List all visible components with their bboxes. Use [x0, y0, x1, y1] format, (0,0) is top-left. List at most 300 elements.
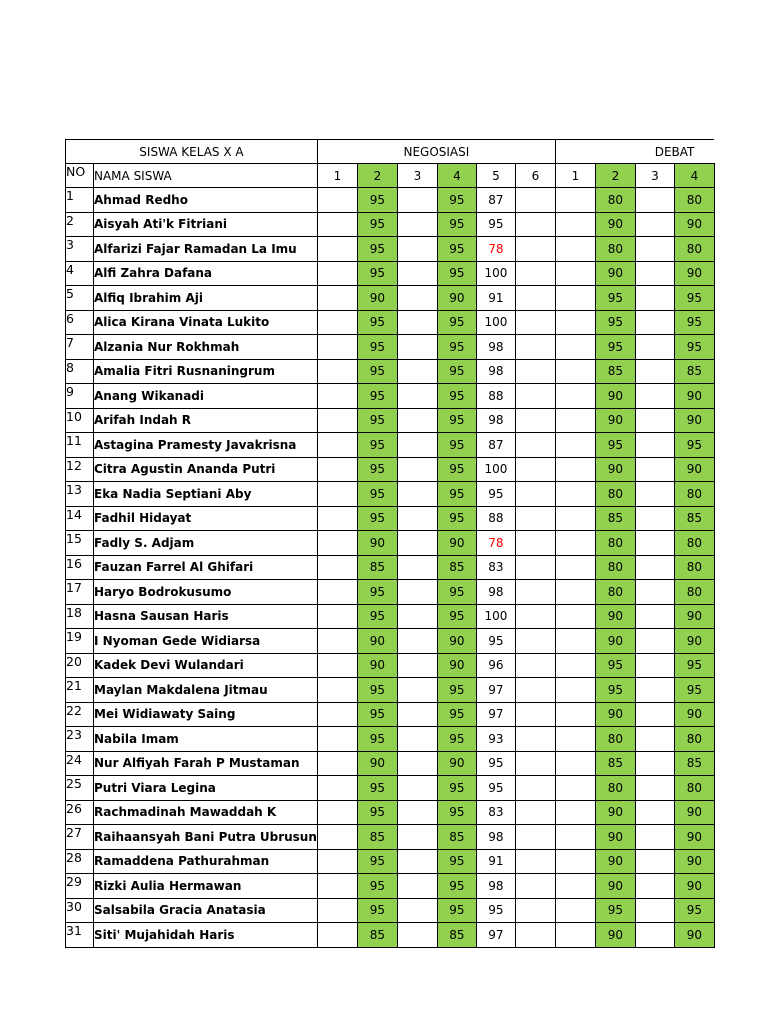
negosiasi-score-2: 90: [357, 653, 397, 678]
debat-score-4: 90: [674, 825, 714, 850]
table-row: [66, 580, 715, 605]
debat-score-1: [555, 188, 595, 213]
row-number: 4: [66, 261, 94, 286]
table-row: [66, 702, 715, 727]
debat-score-3: [635, 580, 674, 605]
negosiasi-score-1: [317, 800, 357, 825]
debat-score-4: 90: [674, 800, 714, 825]
group-header-row: [66, 140, 715, 164]
negosiasi-score-4: 95: [437, 506, 476, 531]
negosiasi-score-1: [317, 237, 357, 262]
table-row: [66, 310, 715, 335]
negosiasi-score-2: 95: [357, 212, 397, 237]
row-number: 7: [66, 335, 94, 360]
table-row: [66, 874, 715, 899]
negosiasi-score-6: [515, 702, 555, 727]
col-debat-4-header: 4: [674, 164, 714, 188]
negosiasi-score-2: 95: [357, 702, 397, 727]
negosiasi-score-6: [515, 335, 555, 360]
table-row: [66, 653, 715, 678]
table-row: [66, 604, 715, 629]
debat-score-3: [635, 237, 674, 262]
student-name: Raihaansyah Bani Putra Ubrusun: [94, 825, 318, 850]
negosiasi-score-3: [397, 433, 437, 458]
negosiasi-score-1: [317, 433, 357, 458]
debat-score-1: [555, 408, 595, 433]
negosiasi-score-1: [317, 188, 357, 213]
negosiasi-score-5: 78: [476, 531, 515, 556]
debat-score-1: [555, 727, 595, 752]
row-number: 22: [66, 702, 94, 727]
row-number: 25: [66, 776, 94, 801]
negosiasi-score-2: 95: [357, 188, 397, 213]
table-row: [66, 923, 715, 948]
debat-score-4: 90: [674, 849, 714, 874]
negosiasi-score-6: [515, 310, 555, 335]
group-students-header: SISWA KELAS X A: [66, 140, 318, 164]
negosiasi-score-3: [397, 580, 437, 605]
negosiasi-score-4: 90: [437, 629, 476, 654]
negosiasi-score-2: 90: [357, 629, 397, 654]
table-row: [66, 433, 715, 458]
negosiasi-score-1: [317, 751, 357, 776]
row-number: 8: [66, 359, 94, 384]
student-name: Alfiq Ibrahim Aji: [94, 286, 318, 311]
negosiasi-score-3: [397, 384, 437, 409]
negosiasi-score-6: [515, 212, 555, 237]
negosiasi-score-3: [397, 898, 437, 923]
negosiasi-score-6: [515, 653, 555, 678]
negosiasi-score-5: 98: [476, 408, 515, 433]
negosiasi-score-4: 85: [437, 825, 476, 850]
debat-score-1: [555, 359, 595, 384]
negosiasi-score-4: 90: [437, 286, 476, 311]
negosiasi-score-1: [317, 727, 357, 752]
student-name: Rachmadinah Mawaddah K: [94, 800, 318, 825]
table-row: [66, 286, 715, 311]
negosiasi-score-4: 95: [437, 580, 476, 605]
row-number: 24: [66, 751, 94, 776]
negosiasi-score-4: 95: [437, 800, 476, 825]
debat-score-1: [555, 212, 595, 237]
negosiasi-score-3: [397, 531, 437, 556]
negosiasi-score-5: 97: [476, 923, 515, 948]
row-number: 16: [66, 555, 94, 580]
negosiasi-score-3: [397, 188, 437, 213]
col-negosiasi-2-header: 2: [357, 164, 397, 188]
negosiasi-score-3: [397, 335, 437, 360]
student-name: Ramaddena Pathurahman: [94, 849, 318, 874]
col-debat-3-header: 3: [635, 164, 674, 188]
col-negosiasi-3-header: 3: [397, 164, 437, 188]
negosiasi-score-5: 100: [476, 261, 515, 286]
debat-score-3: [635, 359, 674, 384]
debat-score-1: [555, 506, 595, 531]
debat-score-2: 90: [595, 923, 635, 948]
table-row: [66, 531, 715, 556]
negosiasi-score-4: 95: [437, 898, 476, 923]
debat-score-2: 90: [595, 261, 635, 286]
negosiasi-score-3: [397, 727, 437, 752]
negosiasi-score-2: 95: [357, 359, 397, 384]
debat-score-3: [635, 923, 674, 948]
negosiasi-score-6: [515, 800, 555, 825]
debat-score-4: 85: [674, 359, 714, 384]
negosiasi-score-5: 95: [476, 776, 515, 801]
negosiasi-score-6: [515, 678, 555, 703]
negosiasi-score-1: [317, 555, 357, 580]
row-number: 28: [66, 849, 94, 874]
debat-score-4: 95: [674, 678, 714, 703]
student-name: Rizki Aulia Hermawan: [94, 874, 318, 899]
debat-score-4: 90: [674, 457, 714, 482]
negosiasi-score-3: [397, 653, 437, 678]
debat-score-4: 95: [674, 286, 714, 311]
debat-score-3: [635, 482, 674, 507]
row-number: 31: [66, 923, 94, 948]
debat-score-1: [555, 531, 595, 556]
debat-score-4: 80: [674, 727, 714, 752]
negosiasi-score-4: 95: [437, 702, 476, 727]
negosiasi-score-4: 95: [437, 335, 476, 360]
debat-score-1: [555, 237, 595, 262]
negosiasi-score-5: 100: [476, 457, 515, 482]
debat-score-3: [635, 727, 674, 752]
debat-score-2: 95: [595, 286, 635, 311]
table-row: [66, 482, 715, 507]
debat-score-4: 80: [674, 531, 714, 556]
debat-score-1: [555, 580, 595, 605]
debat-score-2: 90: [595, 457, 635, 482]
negosiasi-score-2: 95: [357, 310, 397, 335]
row-number: 12: [66, 457, 94, 482]
debat-score-4: 95: [674, 310, 714, 335]
negosiasi-score-1: [317, 776, 357, 801]
negosiasi-score-1: [317, 531, 357, 556]
debat-score-2: 85: [595, 751, 635, 776]
debat-score-1: [555, 457, 595, 482]
col-debat-1-header: 1: [555, 164, 595, 188]
table-row: [66, 629, 715, 654]
debat-score-2: 95: [595, 310, 635, 335]
negosiasi-score-3: [397, 237, 437, 262]
negosiasi-score-6: [515, 433, 555, 458]
negosiasi-score-1: [317, 457, 357, 482]
negosiasi-score-6: [515, 825, 555, 850]
negosiasi-score-2: 95: [357, 580, 397, 605]
debat-score-2: 90: [595, 702, 635, 727]
row-number: 5: [66, 286, 94, 311]
negosiasi-score-2: 85: [357, 825, 397, 850]
negosiasi-score-5: 98: [476, 825, 515, 850]
row-number: 3: [66, 237, 94, 262]
debat-score-2: 80: [595, 237, 635, 262]
debat-score-3: [635, 188, 674, 213]
negosiasi-score-6: [515, 286, 555, 311]
negosiasi-score-4: 95: [437, 457, 476, 482]
negosiasi-score-3: [397, 408, 437, 433]
col-debat-2-header: 2: [595, 164, 635, 188]
negosiasi-score-5: 95: [476, 751, 515, 776]
negosiasi-score-5: 95: [476, 898, 515, 923]
student-name: Nabila Imam: [94, 727, 318, 752]
table-row: [66, 237, 715, 262]
debat-score-4: 90: [674, 604, 714, 629]
student-name: Aisyah Ati'k Fitriani: [94, 212, 318, 237]
debat-score-2: 90: [595, 874, 635, 899]
debat-score-1: [555, 825, 595, 850]
negosiasi-score-4: 95: [437, 727, 476, 752]
table-row: [66, 776, 715, 801]
negosiasi-score-3: [397, 849, 437, 874]
negosiasi-score-6: [515, 506, 555, 531]
negosiasi-score-6: [515, 408, 555, 433]
negosiasi-score-1: [317, 506, 357, 531]
table-row: [66, 825, 715, 850]
negosiasi-score-5: 78: [476, 237, 515, 262]
negosiasi-score-1: [317, 702, 357, 727]
negosiasi-score-2: 95: [357, 604, 397, 629]
debat-score-1: [555, 874, 595, 899]
debat-score-1: [555, 678, 595, 703]
student-name: I Nyoman Gede Widiarsa: [94, 629, 318, 654]
debat-score-4: 80: [674, 237, 714, 262]
student-name: Siti' Mujahidah Haris: [94, 923, 318, 948]
debat-score-4: 90: [674, 923, 714, 948]
debat-score-2: 90: [595, 408, 635, 433]
negosiasi-score-3: [397, 212, 437, 237]
row-number: 21: [66, 678, 94, 703]
negosiasi-score-4: 95: [437, 874, 476, 899]
negosiasi-score-4: 90: [437, 751, 476, 776]
debat-score-2: 90: [595, 604, 635, 629]
debat-score-2: 95: [595, 678, 635, 703]
student-name: Alica Kirana Vinata Lukito: [94, 310, 318, 335]
debat-score-2: 90: [595, 800, 635, 825]
negosiasi-score-6: [515, 261, 555, 286]
negosiasi-score-2: 85: [357, 923, 397, 948]
student-name: Amalia Fitri Rusnaningrum: [94, 359, 318, 384]
negosiasi-score-5: 97: [476, 678, 515, 703]
table-row: [66, 212, 715, 237]
negosiasi-score-6: [515, 751, 555, 776]
debat-score-3: [635, 310, 674, 335]
debat-score-3: [635, 604, 674, 629]
student-name: Alfarizi Fajar Ramadan La Imu: [94, 237, 318, 262]
table-row: [66, 751, 715, 776]
row-number: 1: [66, 188, 94, 213]
student-name: Mei Widiawaty Saing: [94, 702, 318, 727]
negosiasi-score-4: 95: [437, 849, 476, 874]
table-row: [66, 457, 715, 482]
negosiasi-score-2: 95: [357, 335, 397, 360]
debat-score-1: [555, 335, 595, 360]
negosiasi-score-3: [397, 874, 437, 899]
debat-score-2: 95: [595, 653, 635, 678]
debat-score-2: 90: [595, 384, 635, 409]
debat-score-3: [635, 751, 674, 776]
debat-score-3: [635, 849, 674, 874]
negosiasi-score-4: 95: [437, 212, 476, 237]
col-name-header: NAMA SISWA: [94, 164, 318, 188]
negosiasi-score-4: 95: [437, 359, 476, 384]
negosiasi-score-5: 87: [476, 433, 515, 458]
negosiasi-score-5: 83: [476, 800, 515, 825]
negosiasi-score-2: 90: [357, 751, 397, 776]
col-negosiasi-5-header: 5: [476, 164, 515, 188]
negosiasi-score-1: [317, 678, 357, 703]
negosiasi-score-6: [515, 531, 555, 556]
student-name: Anang Wikanadi: [94, 384, 318, 409]
negosiasi-score-4: 95: [437, 433, 476, 458]
negosiasi-score-5: 83: [476, 555, 515, 580]
debat-score-4: 85: [674, 506, 714, 531]
negosiasi-score-3: [397, 800, 437, 825]
negosiasi-score-3: [397, 629, 437, 654]
row-number: 30: [66, 898, 94, 923]
row-number: 2: [66, 212, 94, 237]
group-negosiasi-header: NEGOSIASI: [317, 140, 555, 164]
debat-score-4: 90: [674, 212, 714, 237]
debat-score-1: [555, 604, 595, 629]
grades-table: [65, 139, 715, 948]
negosiasi-score-5: 87: [476, 188, 515, 213]
student-name: Alfi Zahra Dafana: [94, 261, 318, 286]
negosiasi-score-5: 91: [476, 849, 515, 874]
group-debat-header: DEBAT: [555, 140, 714, 164]
negosiasi-score-2: 95: [357, 482, 397, 507]
negosiasi-score-4: 95: [437, 261, 476, 286]
debat-score-2: 95: [595, 335, 635, 360]
student-name: Arifah Indah R: [94, 408, 318, 433]
negosiasi-score-5: 98: [476, 359, 515, 384]
col-negosiasi-4-header: 4: [437, 164, 476, 188]
negosiasi-score-2: 90: [357, 286, 397, 311]
debat-score-4: 80: [674, 580, 714, 605]
debat-score-1: [555, 898, 595, 923]
negosiasi-score-3: [397, 359, 437, 384]
negosiasi-score-4: 95: [437, 776, 476, 801]
debat-score-3: [635, 531, 674, 556]
debat-score-2: 80: [595, 727, 635, 752]
debat-score-3: [635, 825, 674, 850]
negosiasi-score-2: 95: [357, 261, 397, 286]
student-name: Alzania Nur Rokhmah: [94, 335, 318, 360]
debat-score-1: [555, 433, 595, 458]
row-number: 17: [66, 580, 94, 605]
student-name: Putri Viara Legina: [94, 776, 318, 801]
negosiasi-score-2: 95: [357, 384, 397, 409]
debat-score-2: 80: [595, 482, 635, 507]
negosiasi-score-5: 95: [476, 212, 515, 237]
column-header-row: [66, 164, 715, 188]
negosiasi-score-1: [317, 849, 357, 874]
negosiasi-score-1: [317, 408, 357, 433]
negosiasi-score-3: [397, 286, 437, 311]
col-negosiasi-6-header: 6: [515, 164, 555, 188]
negosiasi-score-4: 95: [437, 678, 476, 703]
student-name: Ahmad Redho: [94, 188, 318, 213]
student-name: Citra Agustin Ananda Putri: [94, 457, 318, 482]
debat-score-4: 95: [674, 335, 714, 360]
negosiasi-score-5: 96: [476, 653, 515, 678]
row-number: 27: [66, 825, 94, 850]
debat-score-2: 90: [595, 825, 635, 850]
row-number: 6: [66, 310, 94, 335]
debat-score-2: 90: [595, 212, 635, 237]
row-number: 14: [66, 506, 94, 531]
negosiasi-score-1: [317, 310, 357, 335]
row-number: 13: [66, 482, 94, 507]
debat-score-4: 95: [674, 653, 714, 678]
table-row: [66, 898, 715, 923]
negosiasi-score-1: [317, 286, 357, 311]
debat-score-2: 85: [595, 359, 635, 384]
debat-score-2: 95: [595, 433, 635, 458]
negosiasi-score-1: [317, 898, 357, 923]
debat-score-2: 80: [595, 776, 635, 801]
debat-score-2: 85: [595, 506, 635, 531]
debat-score-2: 80: [595, 555, 635, 580]
negosiasi-score-2: 90: [357, 531, 397, 556]
debat-score-4: 80: [674, 188, 714, 213]
negosiasi-score-4: 90: [437, 531, 476, 556]
negosiasi-score-1: [317, 653, 357, 678]
debat-score-3: [635, 653, 674, 678]
negosiasi-score-2: 95: [357, 776, 397, 801]
table-row: [66, 359, 715, 384]
negosiasi-score-4: 95: [437, 384, 476, 409]
debat-score-1: [555, 629, 595, 654]
row-number: 18: [66, 604, 94, 629]
negosiasi-score-2: 85: [357, 555, 397, 580]
negosiasi-score-2: 95: [357, 408, 397, 433]
negosiasi-score-1: [317, 212, 357, 237]
negosiasi-score-5: 88: [476, 506, 515, 531]
negosiasi-score-5: 95: [476, 629, 515, 654]
negosiasi-score-4: 90: [437, 653, 476, 678]
negosiasi-score-3: [397, 678, 437, 703]
negosiasi-score-4: 95: [437, 482, 476, 507]
negosiasi-score-4: 95: [437, 310, 476, 335]
negosiasi-score-1: [317, 874, 357, 899]
negosiasi-score-5: 100: [476, 310, 515, 335]
negosiasi-score-1: [317, 604, 357, 629]
debat-score-1: [555, 653, 595, 678]
table-row: [66, 678, 715, 703]
negosiasi-score-2: 95: [357, 800, 397, 825]
negosiasi-score-5: 95: [476, 482, 515, 507]
negosiasi-score-2: 95: [357, 727, 397, 752]
negosiasi-score-1: [317, 580, 357, 605]
debat-score-1: [555, 286, 595, 311]
negosiasi-score-4: 85: [437, 923, 476, 948]
debat-score-4: 95: [674, 433, 714, 458]
debat-score-4: 80: [674, 555, 714, 580]
debat-score-1: [555, 261, 595, 286]
debat-score-1: [555, 800, 595, 825]
debat-score-4: 80: [674, 482, 714, 507]
debat-score-3: [635, 776, 674, 801]
negosiasi-score-2: 95: [357, 849, 397, 874]
negosiasi-score-3: [397, 751, 437, 776]
negosiasi-score-1: [317, 482, 357, 507]
negosiasi-score-5: 91: [476, 286, 515, 311]
debat-score-1: [555, 482, 595, 507]
negosiasi-score-1: [317, 384, 357, 409]
negosiasi-score-6: [515, 898, 555, 923]
debat-score-1: [555, 849, 595, 874]
